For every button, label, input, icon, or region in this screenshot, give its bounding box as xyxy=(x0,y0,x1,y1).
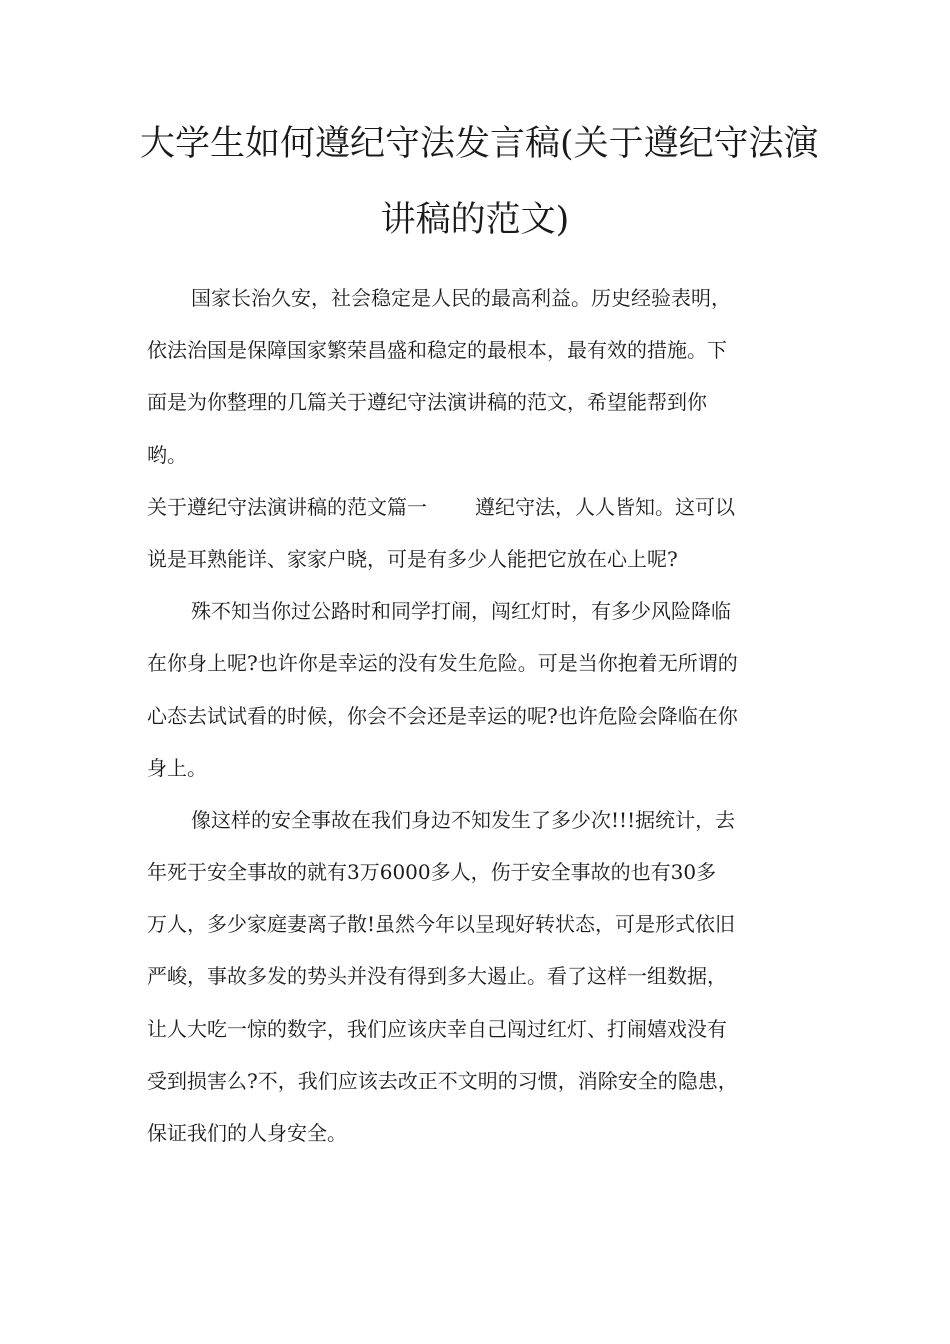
paragraph-4-line-1: 像这样的安全事故在我们身边不知发生了多少次!!!据统计，去 xyxy=(191,807,736,832)
paragraph-1-line-3: 面是为你整理的几篇关于遵纪守法演讲稿的范文，希望能帮到你 xyxy=(147,390,707,415)
paragraph-2-line-1 xyxy=(147,481,807,533)
paragraph-3-line-3: 心态去试试看的时候，你会不会还是幸运的呢?也许危险会降临在你 xyxy=(147,703,738,728)
paragraph-4-line-7: 保证我们的人身安全。 xyxy=(147,1121,347,1145)
paragraph-1-line-4: 哟。 xyxy=(147,442,187,467)
paragraph-2-line-2: 说是耳熟能详、家家户晓，可是有多少人能把它放在心上呢? xyxy=(147,546,678,571)
paragraph-1-line-2: 依法治国是保障国家繁荣昌盛和稳定的最根本，最有效的措施。下 xyxy=(147,338,727,363)
paragraph-3-line-1: 殊不知当你过公路时和同学打闹，闯红灯时，有多少风险降临 xyxy=(191,599,731,624)
paragraph-4-line-3: 万人，多少家庭妻离子散!虽然今年以呈现好转状态，可是形式依旧 xyxy=(147,912,736,937)
section-heading: 关于遵纪守法演讲稿的范文篇一 xyxy=(147,494,427,519)
paragraph-4-line-2: 年死于安全事故的就有3万6000多人，伤于安全事故的也有30多 xyxy=(147,860,717,885)
document-body xyxy=(147,272,807,1159)
paragraph-3-line-2: 在你身上呢?也许你是幸运的没有发生危险。可是当你抱着无所谓的 xyxy=(147,651,738,676)
document-title-line-1: 大学生如何遵纪守法发言稿(关于遵纪守法演 xyxy=(140,124,819,164)
paragraph-2-line-1-text: 遵纪守法，人人皆知。这可以 xyxy=(475,494,735,519)
paragraph-4-line-4: 严峻，事故多发的势头并没有得到多大遏止。看了这样一组数据， xyxy=(147,964,727,989)
paragraph-3-line-4: 身上。 xyxy=(147,755,207,780)
document-title-line-2: 讲稿的范文) xyxy=(380,200,570,240)
paragraph-4-line-5: 让人大吃一惊的数字，我们应该庆幸自己闯过红灯、打闹嬉戏没有 xyxy=(147,1016,727,1041)
paragraph-1-line-1: 国家长治久安，社会稳定是人民的最高利益。历史经验表明， xyxy=(191,286,731,310)
paragraph-4-line-6: 受到损害么?不，我们应该去改正不文明的习惯，消除安全的隐患， xyxy=(147,1068,738,1093)
